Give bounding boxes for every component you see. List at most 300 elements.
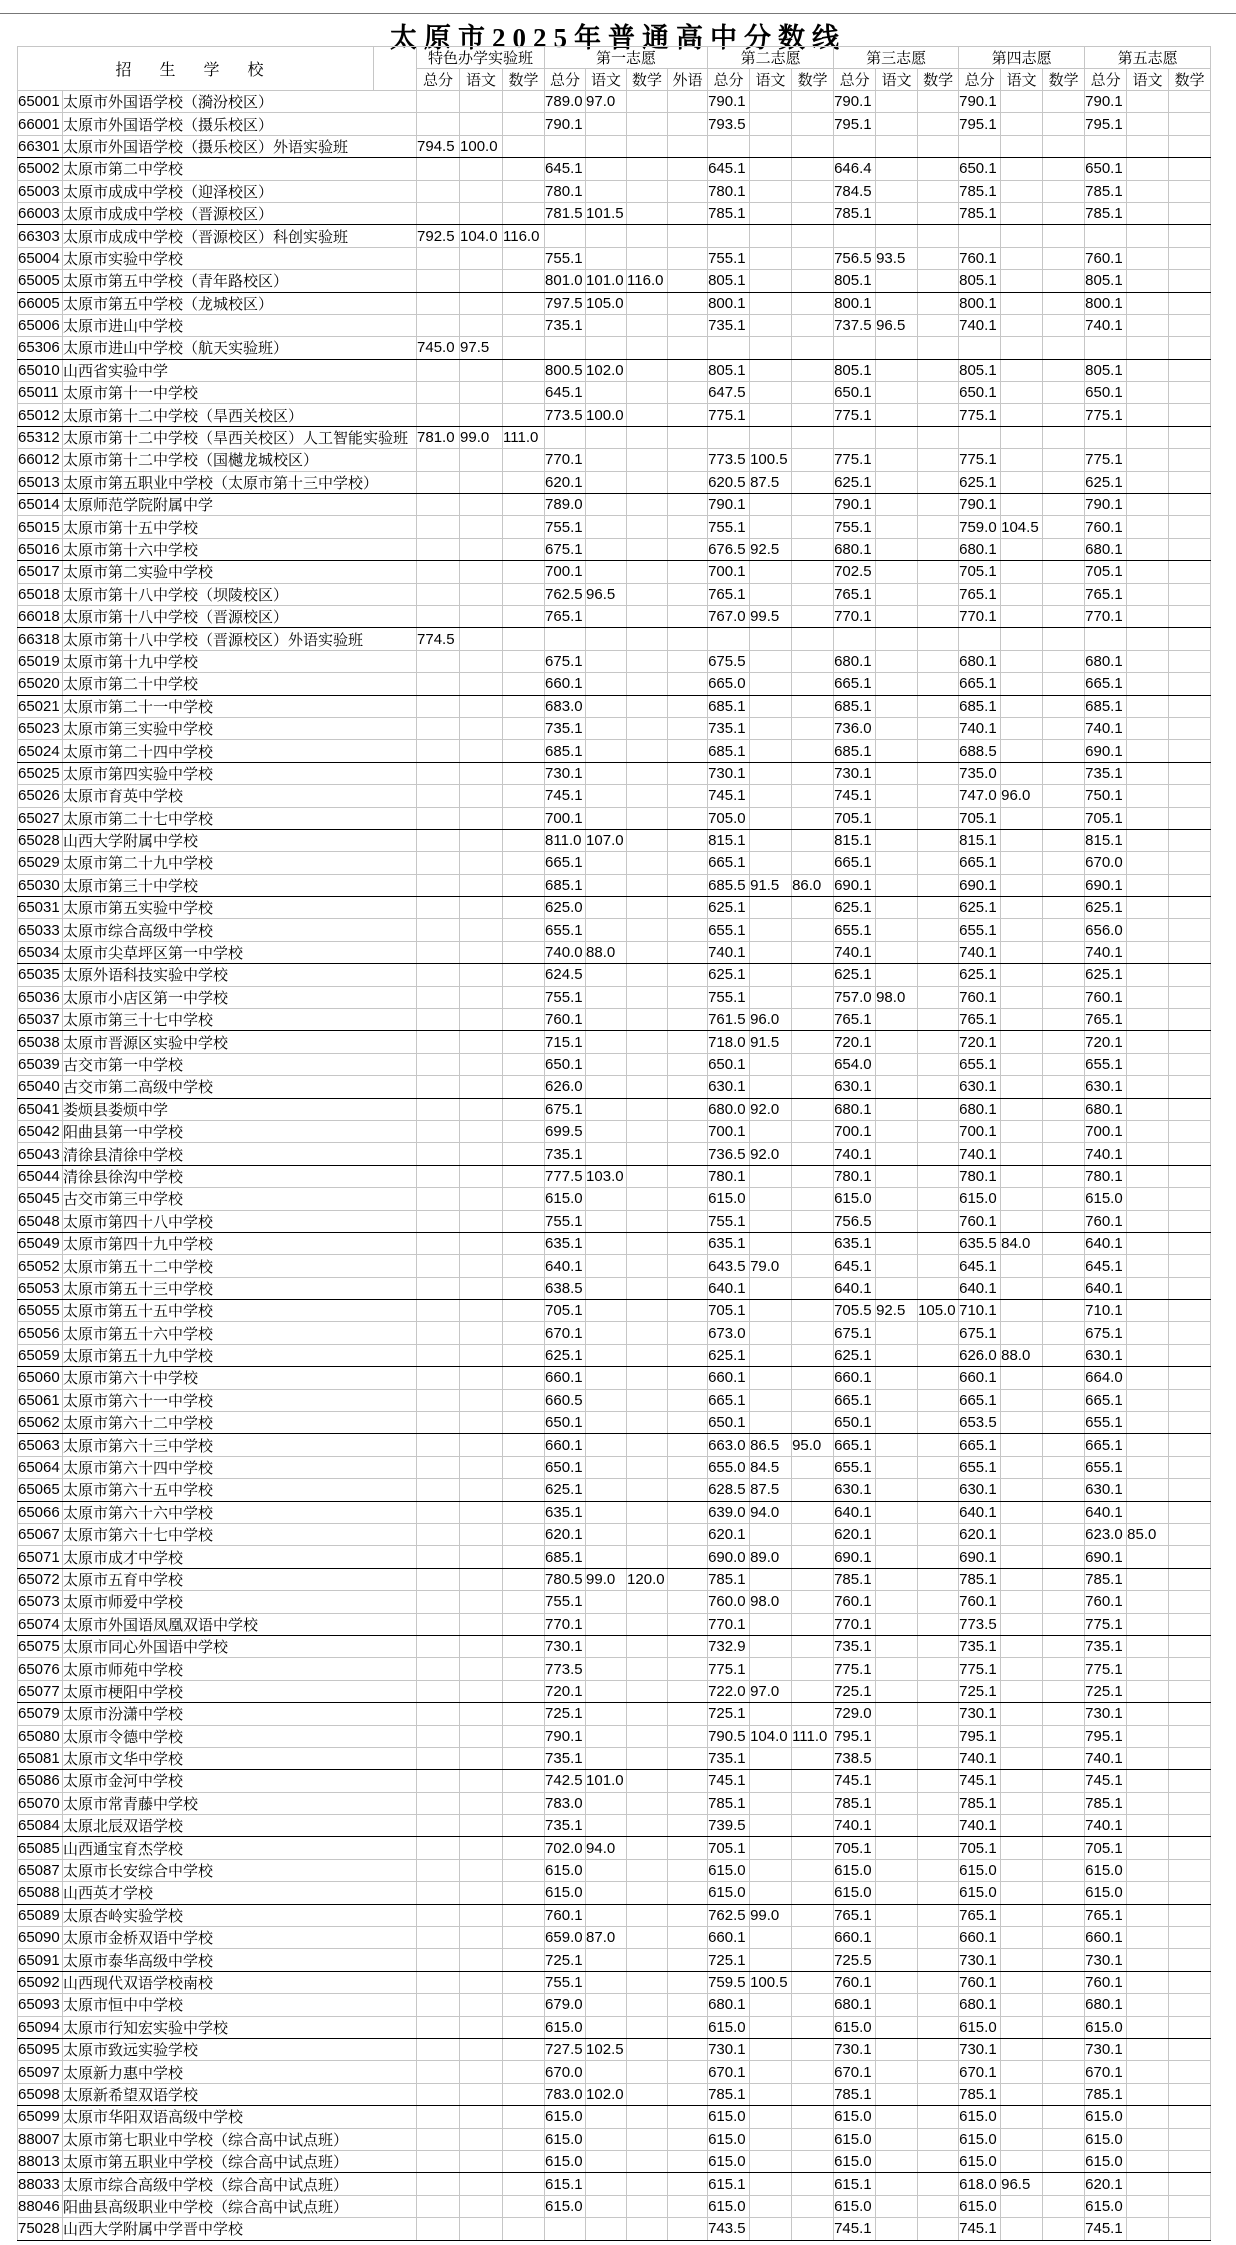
score-cell: 760.1 — [959, 1971, 1001, 1993]
score-cell — [417, 1815, 460, 1837]
score-cell — [503, 2218, 545, 2240]
score-cell — [1127, 1277, 1169, 1299]
score-cell: 105.0 — [918, 1300, 959, 1322]
school-code-cell: 65004 — [18, 247, 63, 269]
school-name-cell: 太原市晋源区实验中学校 — [63, 1031, 417, 1053]
score-cell — [1001, 1591, 1043, 1613]
score-cell — [503, 1658, 545, 1680]
score-cell — [918, 1412, 959, 1434]
school-name-cell: 太原市第五中学校（龙城校区） — [63, 292, 417, 314]
score-cell — [1043, 2173, 1085, 2195]
score-cell — [417, 449, 460, 471]
score-cell — [1169, 1949, 1211, 1971]
score-cell — [627, 1098, 668, 1120]
score-cell: 105.0 — [586, 292, 627, 314]
score-cell — [460, 382, 503, 404]
score-cell — [750, 1389, 792, 1411]
score-cell — [586, 382, 627, 404]
score-cell — [1043, 1053, 1085, 1075]
score-cell: 615.0 — [708, 1859, 750, 1881]
score-cell — [1001, 1703, 1043, 1725]
score-cell — [1043, 1255, 1085, 1277]
score-cell — [1127, 583, 1169, 605]
score-cell — [1127, 404, 1169, 426]
score-cell: 620.1 — [959, 1524, 1001, 1546]
score-cell: 780.5 — [545, 1568, 586, 1590]
score-cell: 665.1 — [959, 852, 1001, 874]
score-cell — [1127, 1613, 1169, 1635]
score-cell — [1169, 2128, 1211, 2150]
school-code-cell: 65001 — [18, 91, 63, 113]
score-cell: 625.1 — [834, 471, 876, 493]
score-cell — [545, 2218, 586, 2240]
score-cell — [503, 1568, 545, 1590]
score-cell — [627, 135, 668, 157]
score-cell: 615.0 — [834, 2195, 876, 2217]
score-cell — [876, 1725, 918, 1747]
score-cell: 720.1 — [545, 1680, 586, 1702]
school-name-cell: 太原市第十二中学校（旱西关校区）人工智能实验班 — [63, 426, 417, 448]
score-cell: 690.1 — [959, 1546, 1001, 1568]
score-cell: 94.0 — [750, 1501, 792, 1523]
score-cell: 700.1 — [545, 561, 586, 583]
score-cell: 615.0 — [708, 2195, 750, 2217]
score-cell — [1127, 1344, 1169, 1366]
school-name-cell: 太原市外国语学校（摄乐校区） — [63, 113, 417, 135]
school-code-cell: 65014 — [18, 494, 63, 516]
score-cell — [1169, 874, 1211, 896]
score-cell: 615.0 — [959, 1882, 1001, 1904]
score-cell: 765.1 — [834, 583, 876, 605]
score-cell — [503, 919, 545, 941]
score-cell — [1127, 1815, 1169, 1837]
score-cell — [1169, 1927, 1211, 1949]
score-cell: 655.1 — [834, 919, 876, 941]
score-cell: 670.1 — [708, 2061, 750, 2083]
score-cell: 760.1 — [1085, 1591, 1127, 1613]
score-cell: 111.0 — [503, 426, 545, 448]
score-cell: 770.1 — [834, 1613, 876, 1635]
score-cell — [1043, 538, 1085, 560]
score-cell: 665.1 — [834, 1389, 876, 1411]
score-cell: 790.1 — [834, 91, 876, 113]
score-cell — [1169, 1367, 1211, 1389]
score-cell — [1001, 1053, 1043, 1075]
school-code-cell: 65065 — [18, 1479, 63, 1501]
score-cell — [1043, 2218, 1085, 2240]
score-cell: 675.5 — [708, 650, 750, 672]
score-cell — [417, 1546, 460, 1568]
score-cell — [750, 2150, 792, 2172]
score-cell — [792, 964, 834, 986]
score-cell — [417, 650, 460, 672]
header-school: 招 生 学 校 — [18, 47, 374, 91]
score-cell: 735.1 — [959, 1635, 1001, 1657]
score-cell — [792, 807, 834, 829]
score-cell — [1169, 695, 1211, 717]
score-cell — [918, 2106, 959, 2128]
score-cell — [668, 292, 708, 314]
school-name-cell: 太原市第三十七中学校 — [63, 1009, 417, 1031]
score-cell: 676.5 — [708, 538, 750, 560]
score-cell — [627, 650, 668, 672]
score-cell — [1001, 852, 1043, 874]
score-cell: 793.5 — [708, 113, 750, 135]
score-cell — [750, 2106, 792, 2128]
score-cell: 640.1 — [1085, 1501, 1127, 1523]
score-cell — [876, 695, 918, 717]
score-cell — [503, 1994, 545, 2016]
score-cell: 640.1 — [708, 1277, 750, 1299]
score-cell: 87.5 — [750, 471, 792, 493]
score-cell — [460, 2128, 503, 2150]
score-cell — [460, 583, 503, 605]
score-cell — [417, 852, 460, 874]
score-cell — [460, 829, 503, 851]
score-cell — [1043, 2016, 1085, 2038]
score-cell — [1169, 1994, 1211, 2016]
score-cell — [1001, 426, 1043, 448]
score-cell: 85.0 — [1127, 1524, 1169, 1546]
score-cell: 615.0 — [708, 2106, 750, 2128]
score-cell — [1127, 1143, 1169, 1165]
score-cell — [627, 2061, 668, 2083]
score-cell: 100.0 — [460, 135, 503, 157]
score-cell — [503, 1120, 545, 1142]
score-cell — [503, 583, 545, 605]
score-cell — [668, 1076, 708, 1098]
score-cell — [750, 583, 792, 605]
score-cell: 775.1 — [834, 404, 876, 426]
score-cell — [503, 673, 545, 695]
score-cell — [460, 1882, 503, 1904]
score-cell — [417, 2083, 460, 2105]
score-cell — [668, 717, 708, 739]
score-cell — [503, 650, 545, 672]
score-cell — [586, 1546, 627, 1568]
school-name-cell: 山西大学附属中学校 — [63, 829, 417, 851]
score-cell — [1001, 247, 1043, 269]
score-cell — [1127, 717, 1169, 739]
score-cell — [586, 1658, 627, 1680]
score-cell — [627, 2016, 668, 2038]
school-code-cell: 66318 — [18, 628, 63, 650]
score-cell — [750, 1747, 792, 1769]
score-cell: 635.1 — [708, 1232, 750, 1254]
score-cell — [750, 2038, 792, 2060]
score-cell — [627, 1120, 668, 1142]
score-cell — [876, 1949, 918, 1971]
score-cell — [792, 1031, 834, 1053]
school-name-cell: 山西大学附属中学晋中学校 — [63, 2218, 417, 2240]
score-cell — [1169, 628, 1211, 650]
score-cell — [876, 740, 918, 762]
score-cell — [586, 494, 627, 516]
score-cell — [1169, 1568, 1211, 1590]
score-cell — [503, 1031, 545, 1053]
score-cell — [1127, 2128, 1169, 2150]
score-cell — [668, 538, 708, 560]
score-cell — [668, 964, 708, 986]
score-cell — [1043, 1613, 1085, 1635]
score-cell — [918, 359, 959, 381]
score-cell — [1127, 874, 1169, 896]
score-cell: 761.5 — [708, 1009, 750, 1031]
score-cell — [876, 1815, 918, 1837]
score-cell — [417, 1882, 460, 1904]
score-cell: 665.1 — [959, 1434, 1001, 1456]
score-cell — [503, 605, 545, 627]
score-cell — [1043, 2061, 1085, 2083]
score-cell — [1001, 1277, 1043, 1299]
score-cell — [668, 1658, 708, 1680]
score-cell — [918, 1076, 959, 1098]
score-cell: 730.1 — [545, 1635, 586, 1657]
score-cell — [460, 673, 503, 695]
score-cell — [668, 1994, 708, 2016]
score-cell: 680.0 — [708, 1098, 750, 1120]
score-cell — [627, 1255, 668, 1277]
score-cell — [918, 1703, 959, 1725]
score-cell — [1001, 449, 1043, 471]
score-cell: 773.5 — [545, 404, 586, 426]
score-cell — [1169, 740, 1211, 762]
score-cell: 655.1 — [959, 919, 1001, 941]
score-cell — [503, 1456, 545, 1478]
score-cell — [627, 2128, 668, 2150]
score-cell — [918, 673, 959, 695]
score-cell — [1043, 449, 1085, 471]
score-cell — [627, 1479, 668, 1501]
score-cell — [792, 740, 834, 762]
score-cell — [627, 1031, 668, 1053]
score-cell — [834, 225, 876, 247]
score-cell: 656.0 — [1085, 919, 1127, 941]
score-cell — [1127, 1188, 1169, 1210]
score-cell: 615.0 — [545, 1859, 586, 1881]
score-cell: 760.1 — [959, 986, 1001, 1008]
score-cell — [503, 113, 545, 135]
score-cell — [668, 919, 708, 941]
score-cell — [1043, 113, 1085, 135]
score-cell — [792, 1613, 834, 1635]
score-cell — [460, 1412, 503, 1434]
score-cell — [876, 2128, 918, 2150]
school-code-cell: 65072 — [18, 1568, 63, 1590]
score-cell — [876, 1680, 918, 1702]
score-cell — [460, 740, 503, 762]
score-cell — [750, 2061, 792, 2083]
score-cell — [627, 1591, 668, 1613]
score-cell — [460, 1747, 503, 1769]
score-cell — [1169, 247, 1211, 269]
score-cell — [750, 1635, 792, 1657]
score-cell — [792, 1882, 834, 1904]
score-cell — [1169, 2038, 1211, 2060]
score-cell — [918, 2173, 959, 2195]
score-cell: 615.0 — [545, 2195, 586, 2217]
score-cell — [1043, 1188, 1085, 1210]
score-cell: 620.1 — [834, 1524, 876, 1546]
score-cell — [417, 1635, 460, 1657]
score-cell: 98.0 — [750, 1591, 792, 1613]
score-cell — [792, 382, 834, 404]
score-cell — [1169, 337, 1211, 359]
school-code-cell: 65063 — [18, 1434, 63, 1456]
score-cell: 790.1 — [1085, 91, 1127, 113]
school-code-cell: 65055 — [18, 1300, 63, 1322]
score-cell: 797.5 — [545, 292, 586, 314]
score-cell — [417, 717, 460, 739]
score-cell — [1169, 941, 1211, 963]
score-cell — [668, 1389, 708, 1411]
school-name-cell: 太原市梗阳中学校 — [63, 1680, 417, 1702]
score-cell — [503, 1904, 545, 1926]
school-name-cell: 清徐县清徐中学校 — [63, 1143, 417, 1165]
score-cell — [834, 628, 876, 650]
score-cell: 615.0 — [959, 2016, 1001, 2038]
school-name-cell: 太原市行知宏实验中学校 — [63, 2016, 417, 2038]
school-code-cell: 65029 — [18, 852, 63, 874]
score-cell — [876, 1120, 918, 1142]
score-cell — [876, 292, 918, 314]
score-cell — [1127, 1949, 1169, 1971]
score-cell — [1001, 605, 1043, 627]
score-cell — [876, 1031, 918, 1053]
score-cell — [1169, 986, 1211, 1008]
score-cell — [876, 964, 918, 986]
school-name-cell: 太原市第七职业中学校（综合高中试点班） — [63, 2128, 417, 2150]
score-cell — [627, 2218, 668, 2240]
school-code-cell: 65028 — [18, 829, 63, 851]
score-cell — [876, 91, 918, 113]
score-cell — [792, 941, 834, 963]
score-cell — [1127, 158, 1169, 180]
score-cell — [1169, 2083, 1211, 2105]
score-cell — [1043, 2150, 1085, 2172]
score-cell — [1043, 1524, 1085, 1546]
score-cell: 735.1 — [545, 1747, 586, 1769]
score-cell — [503, 1725, 545, 1747]
score-cell — [627, 1971, 668, 1993]
score-cell: 104.0 — [750, 1725, 792, 1747]
score-cell — [1127, 1591, 1169, 1613]
score-cell: 92.5 — [876, 1300, 918, 1322]
score-cell: 756.5 — [834, 247, 876, 269]
score-cell — [708, 628, 750, 650]
score-cell — [627, 1456, 668, 1478]
school-code-cell: 65002 — [18, 158, 63, 180]
score-cell — [1043, 359, 1085, 381]
header-subcol: 外语 — [668, 69, 708, 91]
score-cell — [1001, 1031, 1043, 1053]
score-cell — [1169, 1747, 1211, 1769]
score-cell — [1169, 314, 1211, 336]
score-cell: 650.1 — [708, 1412, 750, 1434]
school-code-cell: 65021 — [18, 695, 63, 717]
score-cell — [503, 2150, 545, 2172]
score-cell — [1001, 494, 1043, 516]
score-cell — [1169, 1412, 1211, 1434]
score-cell — [1043, 785, 1085, 807]
score-cell — [668, 314, 708, 336]
score-cell: 635.1 — [545, 1501, 586, 1523]
score-cell — [417, 1524, 460, 1546]
school-name-cell: 太原市第六十二中学校 — [63, 1412, 417, 1434]
score-cell — [1169, 2150, 1211, 2172]
score-cell: 640.1 — [959, 1277, 1001, 1299]
score-cell — [876, 1210, 918, 1232]
score-cell — [792, 1165, 834, 1187]
score-cell — [1001, 2218, 1043, 2240]
score-cell — [1043, 158, 1085, 180]
header-spacer — [374, 47, 417, 91]
score-cell — [1085, 628, 1127, 650]
score-cell: 615.0 — [545, 1882, 586, 1904]
score-cell: 84.5 — [750, 1456, 792, 1478]
score-cell — [460, 1971, 503, 1993]
score-cell — [417, 1344, 460, 1366]
score-cell: 665.1 — [959, 1389, 1001, 1411]
score-cell — [1043, 1210, 1085, 1232]
score-cell — [503, 1300, 545, 1322]
score-cell — [503, 807, 545, 829]
score-cell — [876, 359, 918, 381]
score-cell — [1043, 1277, 1085, 1299]
score-cell — [918, 1143, 959, 1165]
score-cell — [918, 695, 959, 717]
school-name-cell: 太原市综合高级中学校（综合高中试点班） — [63, 2173, 417, 2195]
score-cell: 645.1 — [1085, 1255, 1127, 1277]
score-cell — [668, 1053, 708, 1075]
score-cell: 747.0 — [959, 785, 1001, 807]
score-cell — [417, 1367, 460, 1389]
school-code-cell: 65012 — [18, 404, 63, 426]
score-cell: 660.1 — [1085, 1927, 1127, 1949]
score-cell — [1169, 1725, 1211, 1747]
score-cell — [1043, 247, 1085, 269]
score-cell — [668, 2173, 708, 2195]
score-cell: 620.5 — [708, 471, 750, 493]
school-name-cell: 太原市育英中学校 — [63, 785, 417, 807]
score-cell — [792, 1815, 834, 1837]
score-cell — [668, 1344, 708, 1366]
score-cell — [792, 449, 834, 471]
score-cell — [708, 225, 750, 247]
score-cell — [503, 2173, 545, 2195]
score-cell — [586, 135, 627, 157]
score-cell: 625.1 — [1085, 964, 1127, 986]
score-cell — [1043, 941, 1085, 963]
score-cell — [460, 874, 503, 896]
score-cell — [750, 225, 792, 247]
school-code-cell: 65033 — [18, 919, 63, 941]
score-cell — [1127, 1232, 1169, 1254]
score-cell — [792, 2083, 834, 2105]
score-cell: 755.1 — [545, 986, 586, 1008]
score-cell — [460, 1009, 503, 1031]
score-cell — [1001, 1098, 1043, 1120]
header-subcol: 语文 — [1127, 69, 1169, 91]
score-cell — [750, 2083, 792, 2105]
score-cell: 790.1 — [545, 113, 586, 135]
school-name-cell: 太原市泰华高级中学校 — [63, 1949, 417, 1971]
score-cell — [460, 650, 503, 672]
score-cell — [668, 516, 708, 538]
score-cell — [792, 2218, 834, 2240]
score-cell — [627, 1389, 668, 1411]
score-cell: 95.0 — [792, 1434, 834, 1456]
